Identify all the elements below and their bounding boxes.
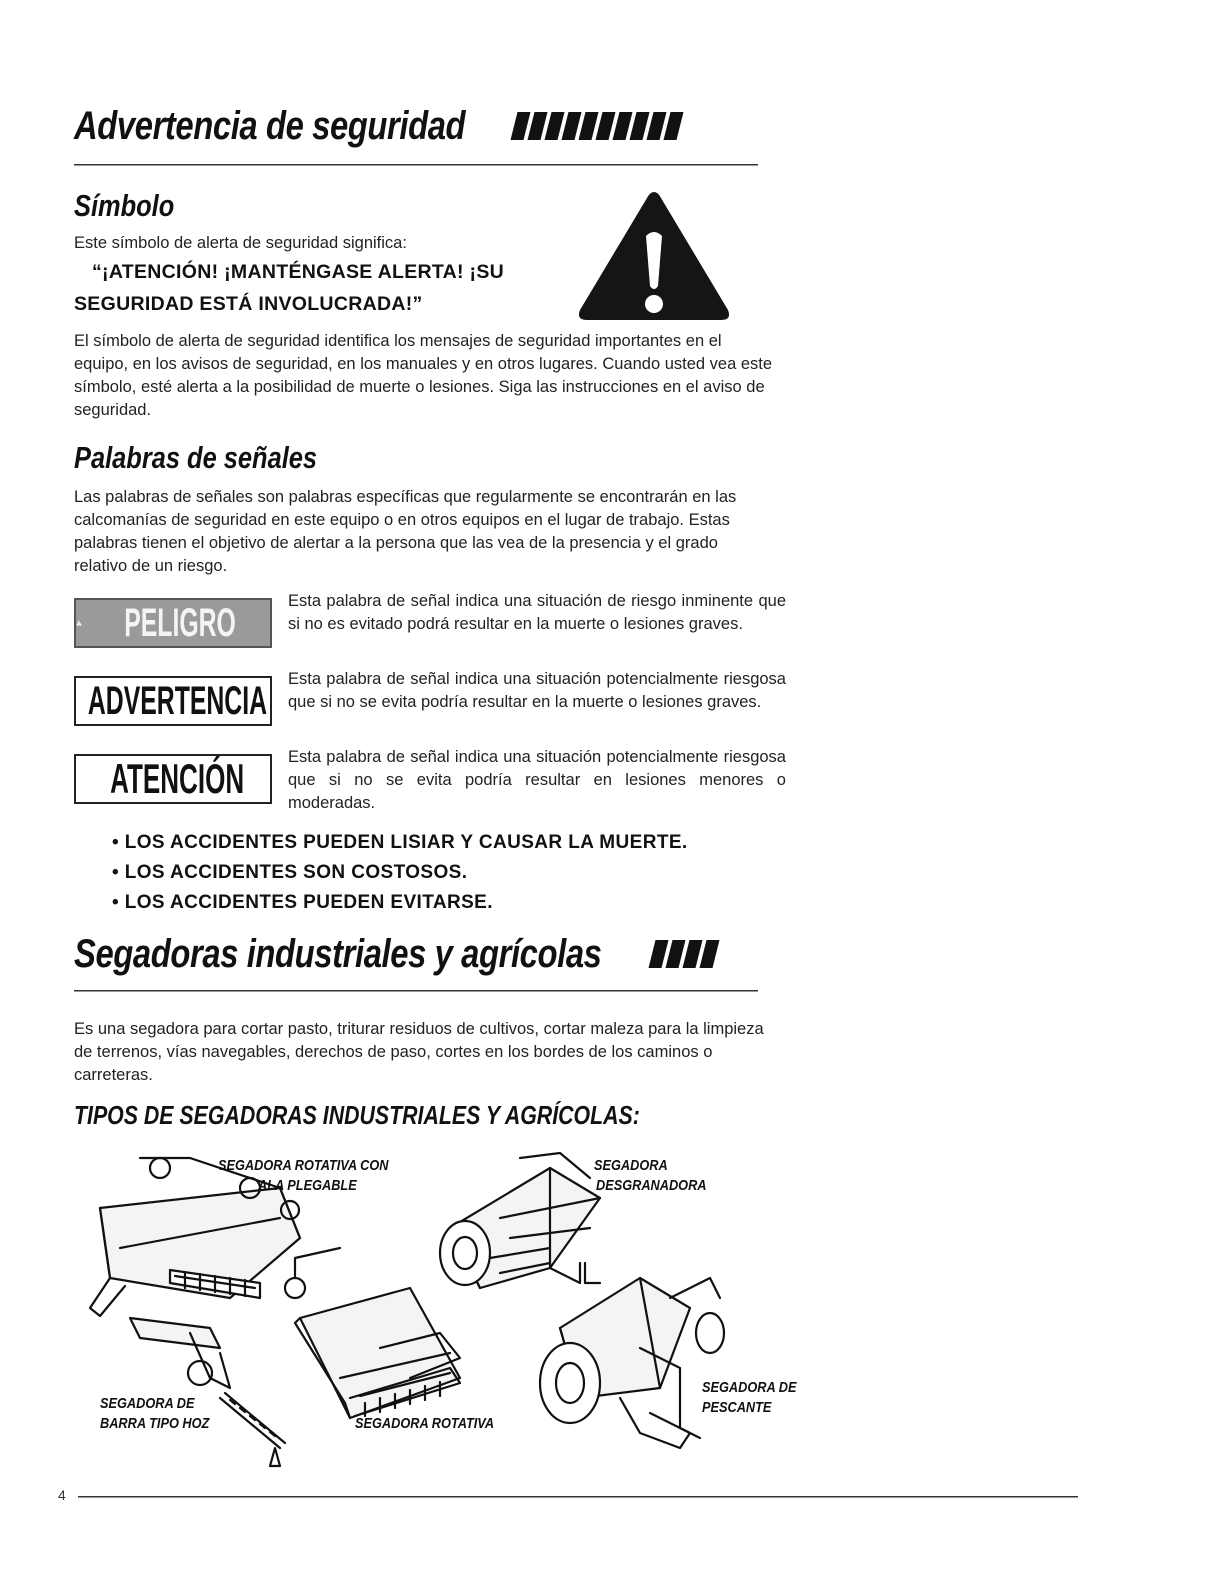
peligro-label-text: PELIGRO bbox=[124, 600, 236, 645]
section2-rule bbox=[74, 990, 758, 992]
safety-alert-triangle-icon bbox=[574, 186, 734, 326]
bullet-item: • LOS ACCIDENTES SON COSTOSOS. bbox=[112, 858, 688, 888]
section-title-advertencia bbox=[74, 104, 551, 149]
mower-label-flail-line1: SEGADORA bbox=[594, 1157, 668, 1174]
mower-label-folding-line2: ALA PLEGABLE bbox=[258, 1177, 357, 1194]
boom-mower-icon bbox=[540, 1278, 724, 1448]
mower-label-folding-line1: SEGADORA ROTATIVA CON bbox=[218, 1157, 389, 1174]
heading-rule bbox=[74, 164, 758, 166]
page-heading: Advertencia de seguridad bbox=[74, 104, 466, 148]
advertencia-label-text: ADVERTENCIA bbox=[87, 678, 267, 723]
signal-words-body: Las palabras de señales son palabras específicas que regularmente se encontrarán en las calcomanías de seguridad en este equipo o en otros equipos en el lugar de trabajo. Estas palabras tienen el objetivo de alertar a la persona que las vea de la presencia y el grado relativo de un riesgo. bbox=[74, 488, 737, 575]
peligro-alert-icon bbox=[76, 611, 82, 635]
atencion-label-text: ATENCIÓN bbox=[109, 755, 245, 802]
peligro-label bbox=[74, 598, 272, 648]
peligro-description: Esta palabra de señal indica una situación de riesgo inminente que si no es evitado podrá resultar en la muerte o lesiones graves. bbox=[288, 592, 786, 633]
symbol-body: El símbolo de alerta de seguridad identifica los mensajes de seguridad importantes en el equipo, en los avisos de seguridad, en los manuales y en otros lugares. Cuando usted vea este símbolo, esté alerta a la posibilidad de muerte o lesiones. Siga las instrucciones en el aviso de seguridad. bbox=[74, 332, 773, 419]
symbol-callout-line2: SEGURIDAD ESTÁ INVOLUCRADA!” bbox=[74, 293, 423, 315]
mower-label-rotary: SEGADORA ROTATIVA bbox=[355, 1415, 495, 1432]
advertencia-label bbox=[74, 676, 272, 726]
symbol-heading: Símbolo bbox=[74, 188, 175, 223]
bullet-item: • LOS ACCIDENTES PUEDEN EVITARSE. bbox=[112, 888, 688, 918]
symbol-intro: Este símbolo de alerta de seguridad significa: bbox=[74, 234, 407, 252]
mower-label-flail-line2: DESGRANADORA bbox=[596, 1177, 707, 1194]
advertencia-description: Esta palabra de señal indica una situación potencialmente riesgosa que si no se evita podría resultar en la muerte o lesiones graves. bbox=[288, 670, 786, 711]
accident-bullet-list bbox=[112, 828, 688, 918]
section2-decorative-bars bbox=[652, 940, 716, 968]
section-title-segadoras bbox=[74, 932, 717, 977]
signal-words-heading: Palabras de señales bbox=[74, 440, 318, 475]
heading-decorative-bars bbox=[514, 112, 680, 140]
mower-types-heading: TIPOS DE SEGADORAS INDUSTRIALES Y AGRÍCOLAS: bbox=[74, 1100, 640, 1130]
atencion-label bbox=[74, 754, 272, 804]
section2-heading: Segadoras industriales y agrícolas bbox=[74, 932, 602, 976]
footer-rule bbox=[78, 1496, 1078, 1498]
section2-body: Es una segadora para cortar pasto, triturar residuos de cultivos, cortar maleza para la limpieza de terrenos, vías navegables, derechos de paso, cortes en los bordes de los caminos o carreteras. bbox=[74, 1020, 764, 1084]
page-number: 4 bbox=[58, 1487, 66, 1503]
mower-label-boom-line2: PESCANTE bbox=[702, 1399, 772, 1416]
mower-label-boom-line1: SEGADORA DE bbox=[702, 1379, 797, 1396]
flail-mower-icon bbox=[440, 1153, 600, 1288]
symbol-callout-line1: “¡ATENCIÓN! ¡MANTÉNGASE ALERTA! ¡SU bbox=[92, 261, 505, 283]
mower-label-sickle-line2: BARRA TIPO HOZ bbox=[100, 1415, 210, 1432]
rotary-mower-icon bbox=[285, 1248, 460, 1418]
bullet-item: • LOS ACCIDENTES PUEDEN LISIAR Y CAUSAR LA MUERTE. bbox=[112, 828, 688, 858]
mower-label-sickle-line1: SEGADORA DE bbox=[100, 1395, 195, 1412]
atencion-description: Esta palabra de señal indica una situación potencialmente riesgosa que si no se evita podría resultar en lesiones menores o moderadas. bbox=[288, 748, 786, 812]
sickle-bar-mower-icon bbox=[130, 1318, 285, 1466]
